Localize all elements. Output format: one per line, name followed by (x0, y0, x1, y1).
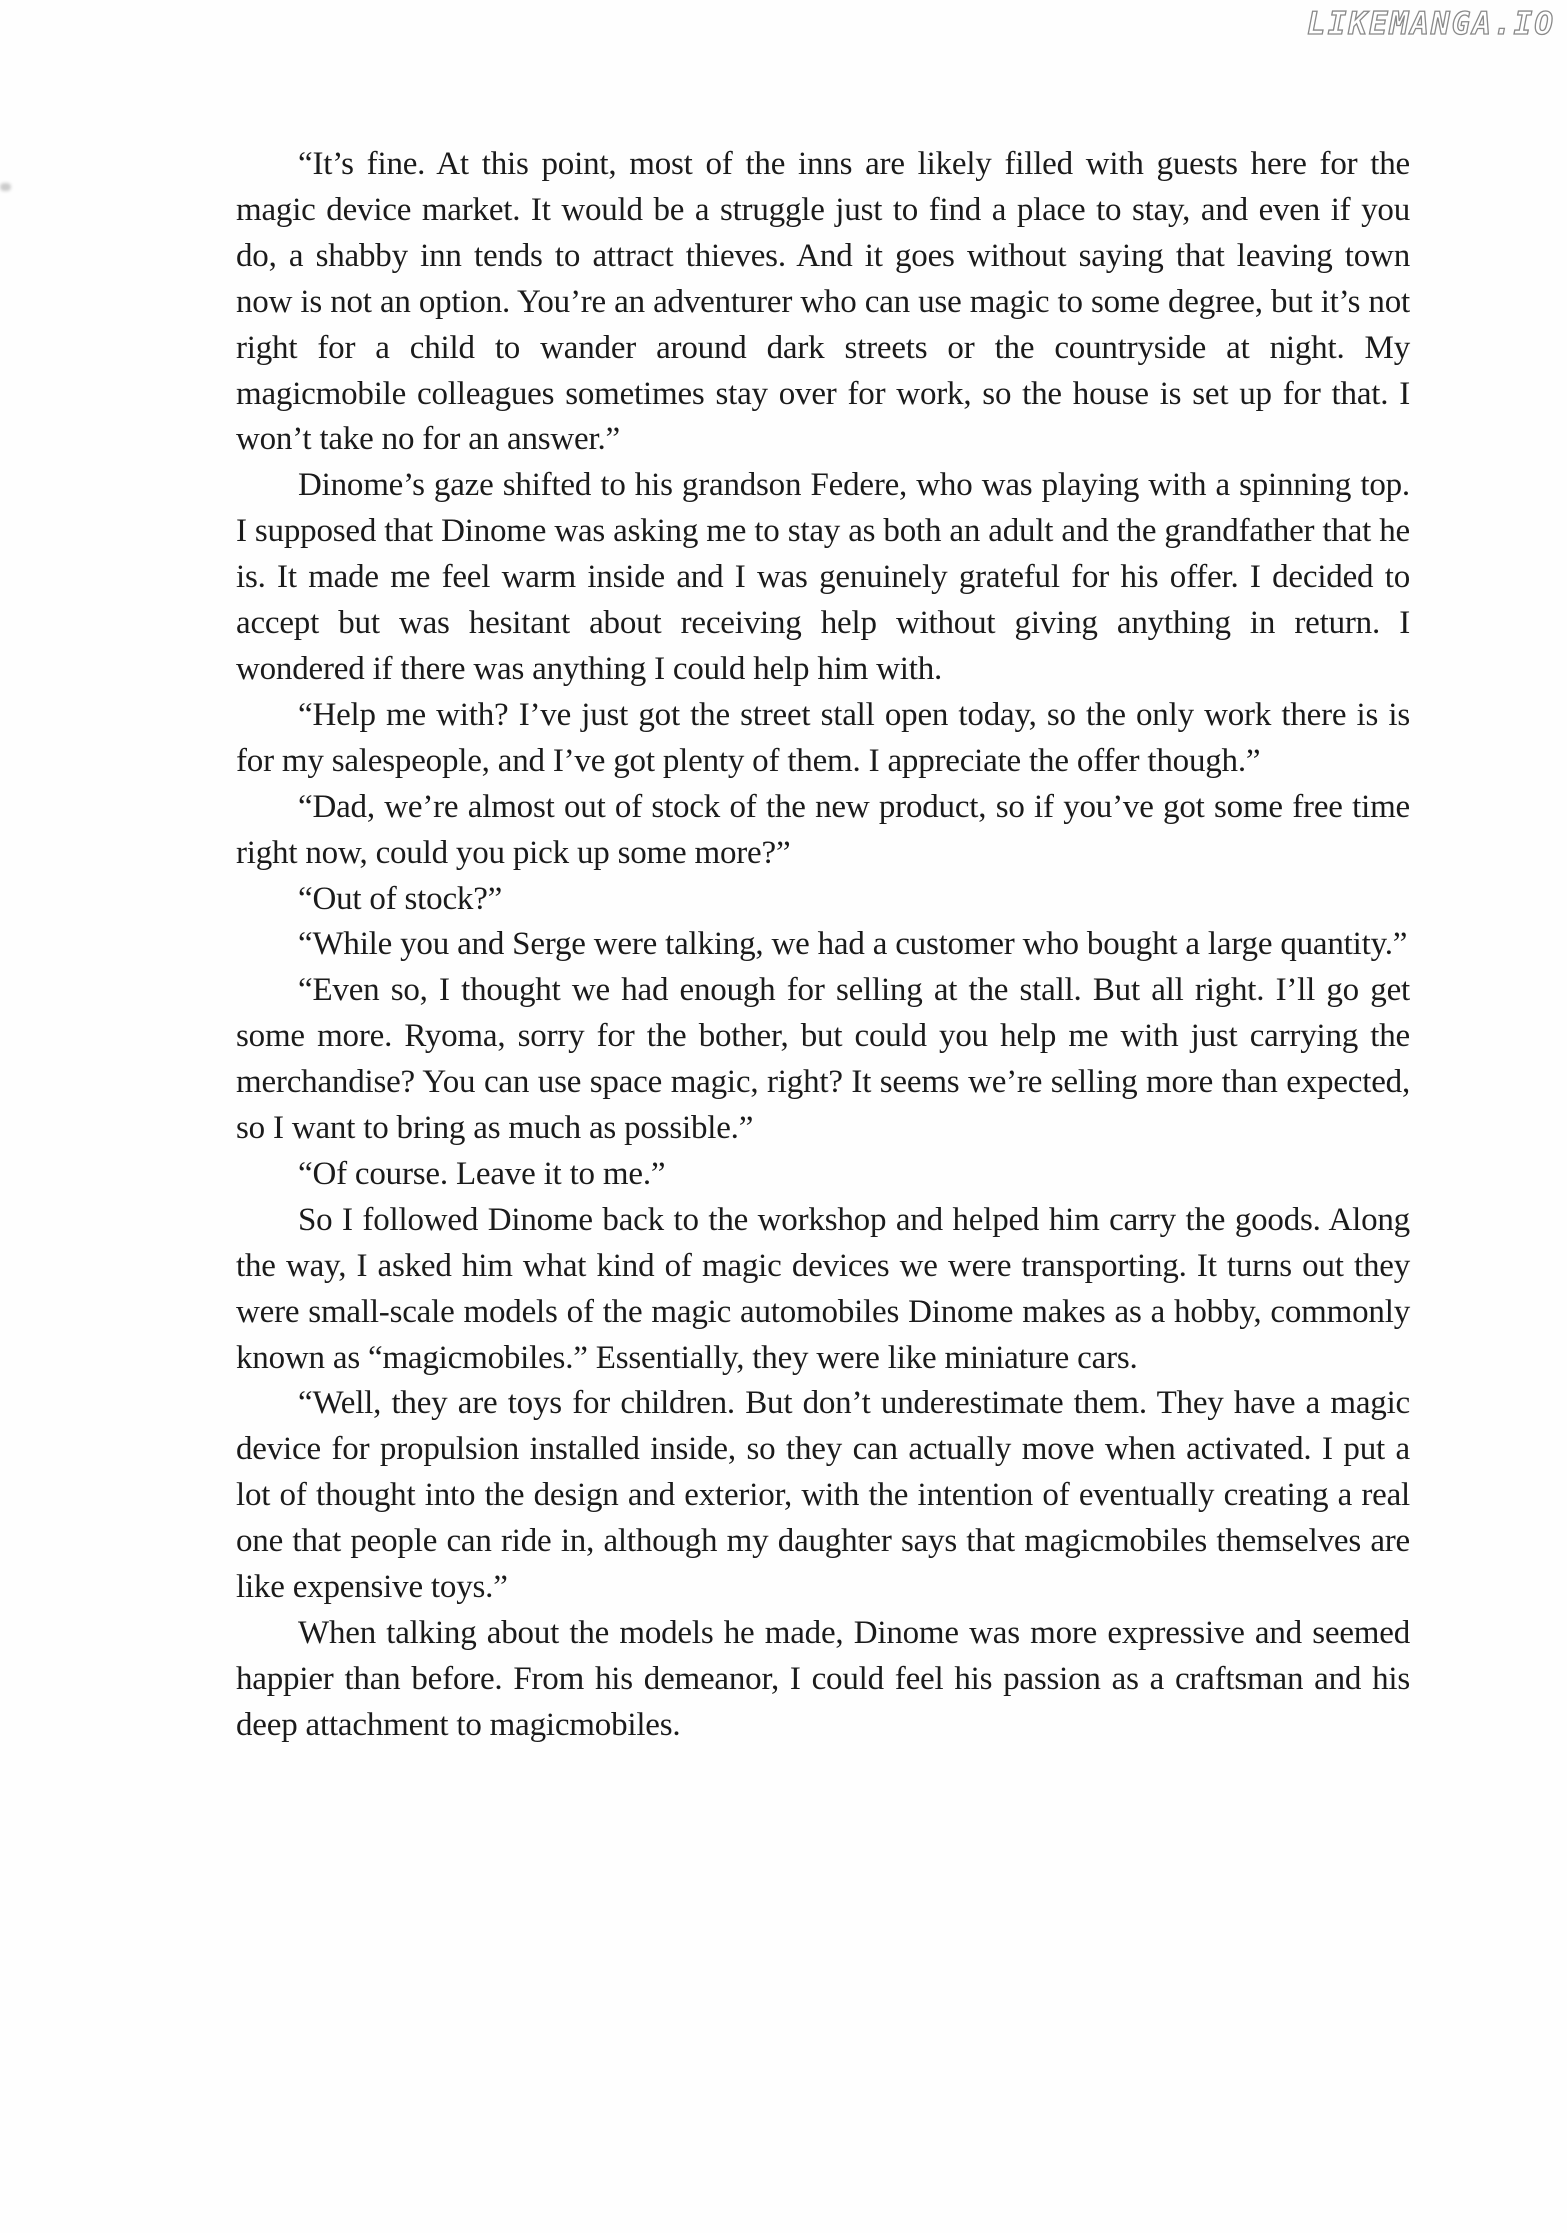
paragraph-1: “It’s fine. At this point, most of the inns are likely filled with guests here for the magic device market. It would be a struggle just to find a place to stay, and even if you do, a shabby inn tends to attract thieves. And it goes without saying that leaving town now is not an option. You’re an adventurer who can use magic to some degree, but it’s not right for a child to wander around dark streets or the countryside at night. My magicmobile colleagues sometimes stay over for work, so the house is set up for that. I won’t take no for an answer.” (236, 146, 1410, 458)
paragraph-6: “While you and Serge were talking, we had a customer who bought a large quantity.” (298, 926, 1408, 963)
novel-text-body (236, 142, 1410, 1749)
paragraph-4: “Dad, we’re almost out of stock of the new product, so if you’ve got some free time right now, could you pick up some more?” (236, 788, 1410, 871)
paragraph-2: Dinome’s gaze shifted to his grandson Federe, who was playing with a spinning top. I supposed that Dinome was asking me to stay as both an adult and the grandfather that he is. It made me feel warm inside and I was genuinely grateful for his offer. I decided to accept but was hesitant about receiving help without giving anything in return. I wondered if there was anything I could help him with. (236, 467, 1410, 687)
site-watermark: LIKEMANGA.IO (1307, 6, 1555, 42)
paragraph-10: “Well, they are toys for children. But don’t underestimate them. They have a magic device for propulsion installed inside, so they can actually move when activated. I put a lot of thought into the design and exterior, with the intention of eventually creating a real one that people can ride in, although my daughter says that magicmobiles themselves are like expensive toys.” (236, 1385, 1410, 1606)
paragraph-7: “Even so, I thought we had enough for selling at the stall. But all right. I’ll go get some more. Ryoma, sorry for the bother, but could you help me with just carrying the merchandise? You can use space magic, right? It seems we’re selling more than expected, so I want to bring as much as possible.” (236, 972, 1410, 1147)
paragraph-11: When talking about the models he made, Dinome was more expressive and seemed happier than before. From his demeanor, I could feel his passion as a craftsman and his deep attachment to magicmobiles. (236, 1615, 1410, 1743)
paragraph-8: “Of course. Leave it to me.” (298, 1155, 666, 1192)
paragraph-3: “Help me with? I’ve just got the street stall open today, so the only work there is is for my salespeople, and I’ve got plenty of them. I appreciate the offer though.” (236, 696, 1410, 779)
paragraph-9: So I followed Dinome back to the workshop and helped him carry the goods. Along the way, I asked him what kind of magic devices we were transporting. It turns out they were small-scale models of the magic automobiles Dinome makes as a hobby, commonly known as “magicmobiles.” Essentially, they were like miniature cars. (236, 1201, 1410, 1376)
paragraph-5: “Out of stock?” (298, 880, 503, 917)
scan-artifact-mark (0, 183, 11, 191)
